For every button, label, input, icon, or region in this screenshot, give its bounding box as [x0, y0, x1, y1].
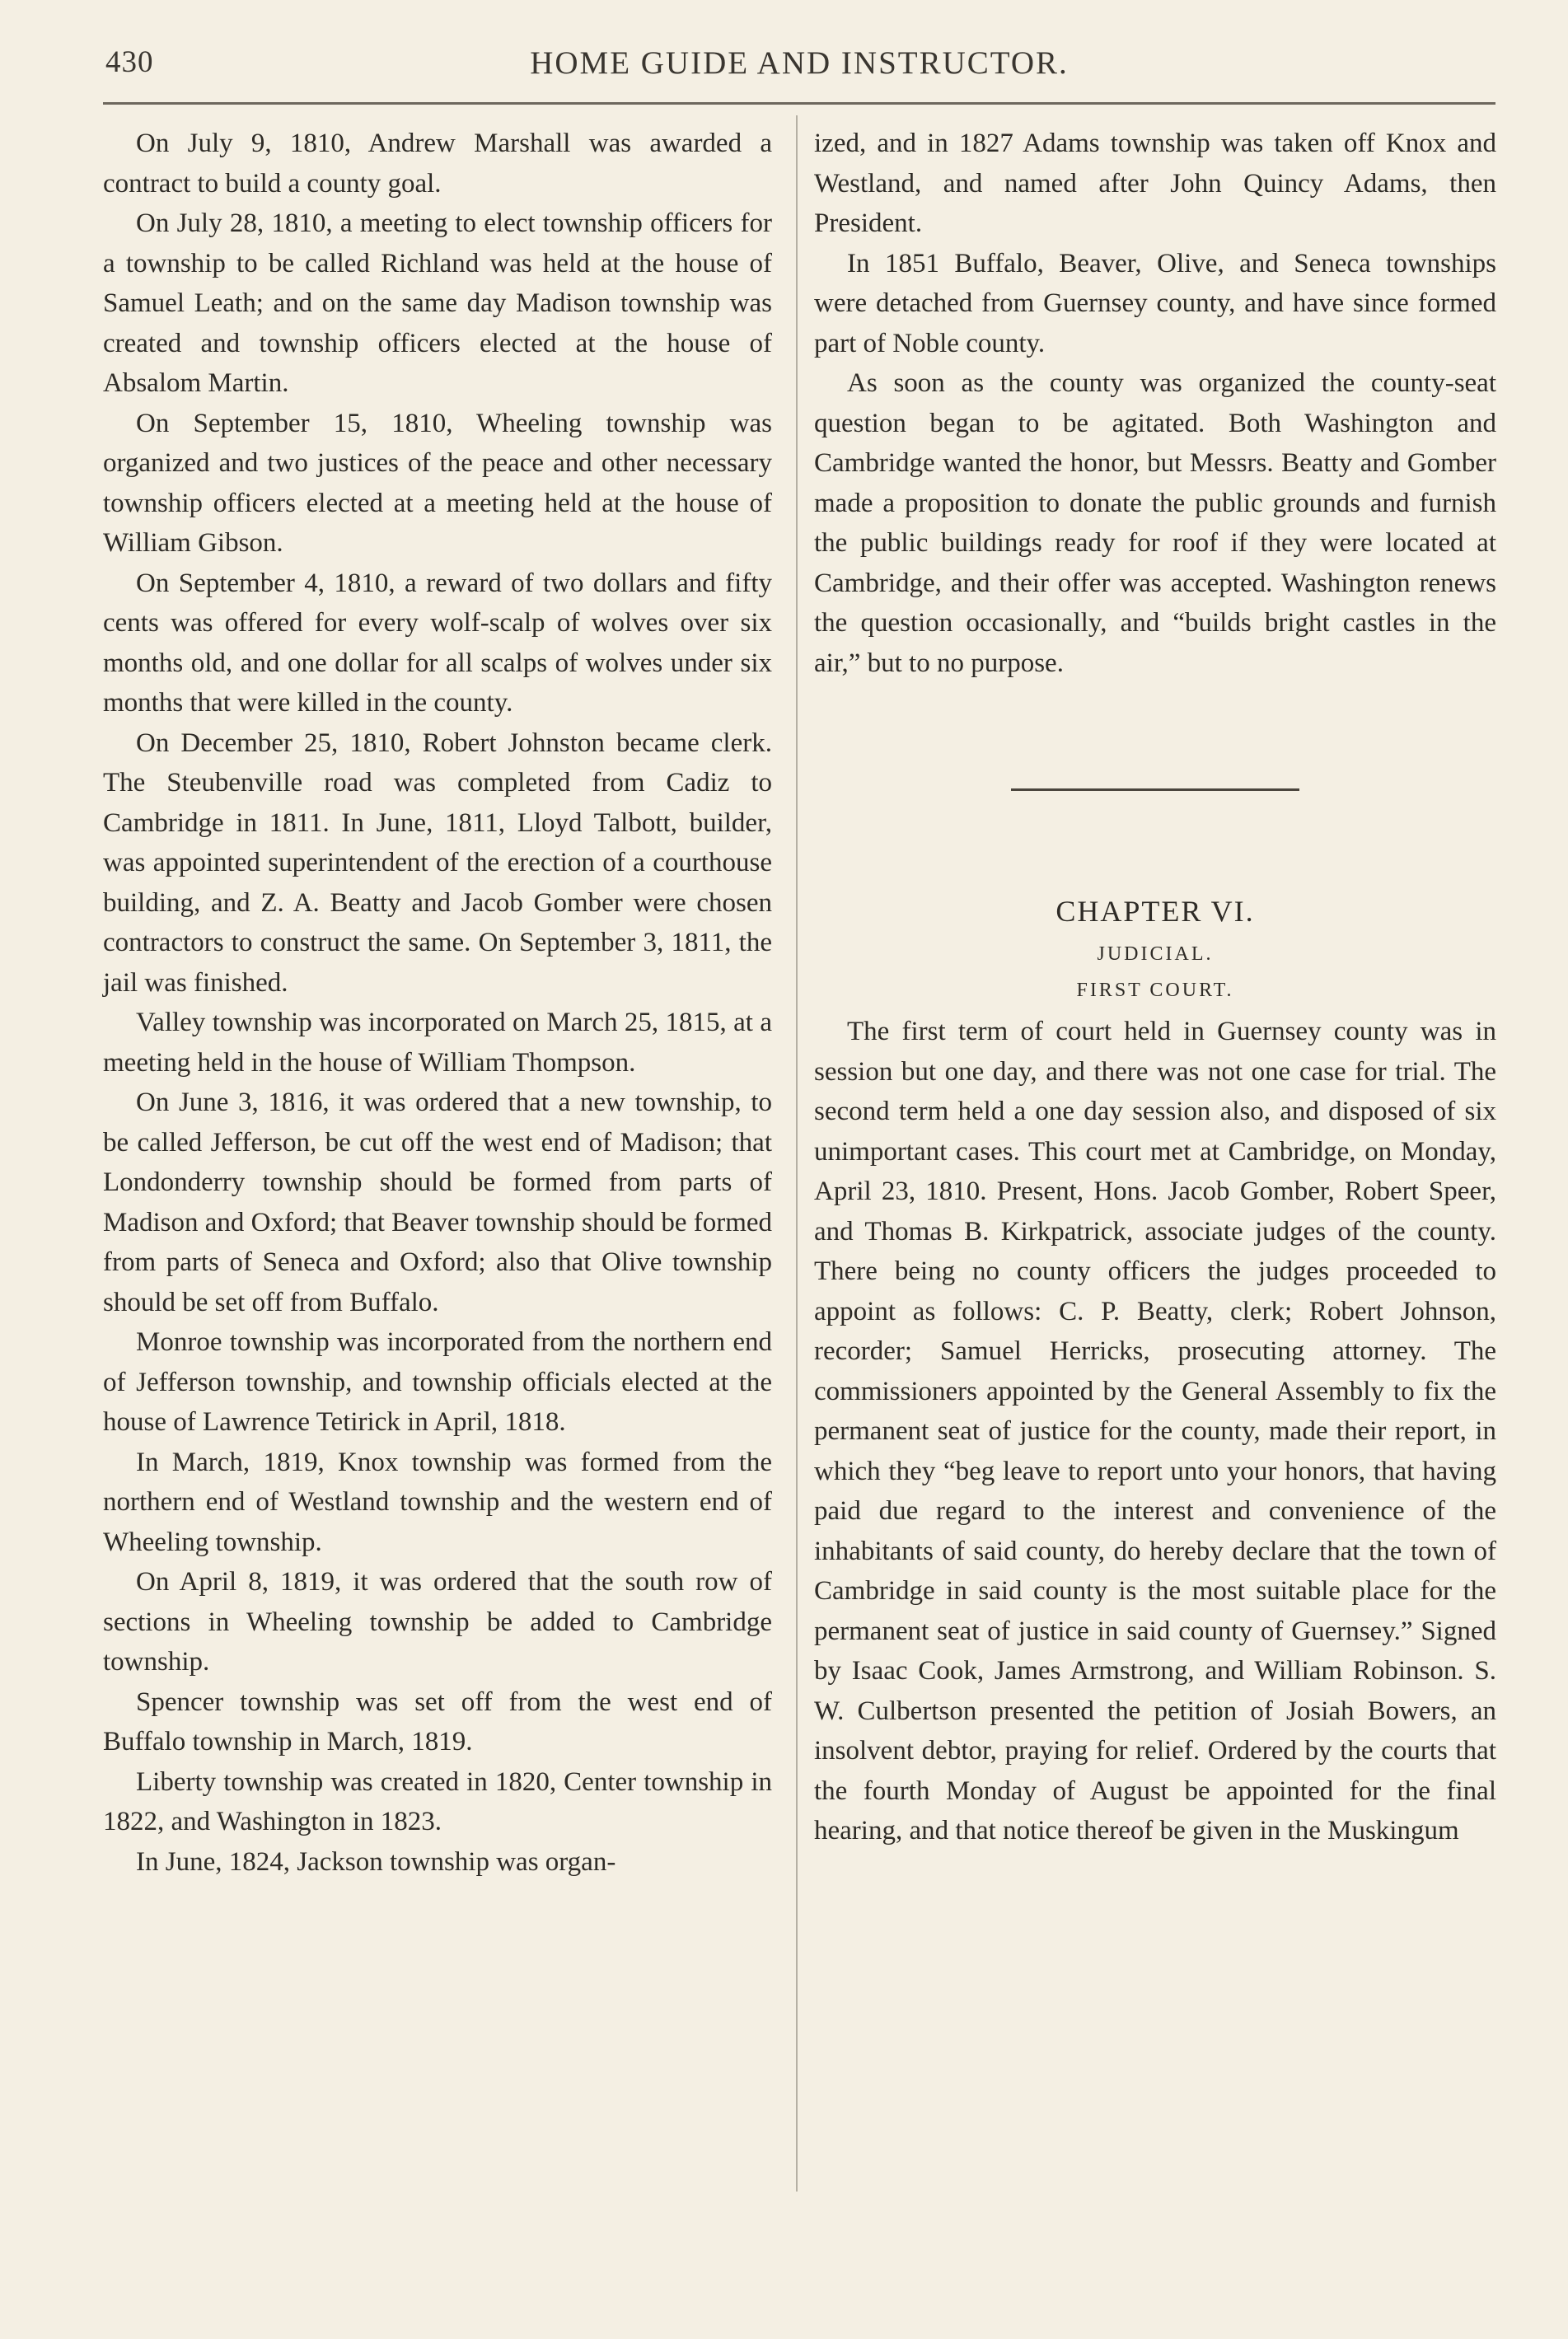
continued-paragraph: ized, and in 1827 Adams township was taken off Knox and Westland, and named after John Quincy Adams, then President.: [814, 129, 1496, 238]
paragraph: In June, 1824, Jackson township was organ-: [136, 1846, 616, 1877]
paragraph: On September 4, 1810, a reward of two dollars and fifty cents was offered for every wolf-scalp of wolves over six months old, and one dollar for all scalps of wolves under six months that were killed in the county.: [103, 568, 772, 718]
paragraph: On July 28, 1810, a meeting to elect township officers for a township to be called Richland was held at the house of Samuel Leath; and on the same day Madison township was created and township officers elected at the house of Absalom Martin.: [103, 208, 772, 398]
column-divider: [796, 115, 798, 2192]
paragraph: Monroe township was incorporated from the northern end of Jefferson township, and township officials elected at the house of Lawrence Tetirick in April, 1818.: [103, 1327, 772, 1437]
running-title: HOME GUIDE AND INSTRUCTOR.: [530, 45, 1069, 81]
section-divider: [1011, 788, 1299, 791]
paragraph: On December 25, 1810, Robert Johnston became clerk. The Steubenville road was completed from Cadiz to Cambridge in 1811. In June, 1811, Lloyd Talbott, builder, was appointed superintendent of the erection of a courthouse building, and Z. A. Beatty and Jacob Gomber were chosen contractors to construct the same. On September 3, 1811, the jail was finished.: [103, 727, 772, 998]
paragraph: Valley township was incorporated on March 25, 1815, at a meeting held in the house of William Thompson.: [103, 1008, 772, 1078]
paragraph: In 1851 Buffalo, Beaver, Olive, and Seneca townships were detached from Guernsey county, and have since formed part of Noble county.: [814, 248, 1496, 358]
header-rule: [103, 102, 1495, 105]
right-column: [814, 124, 1496, 1851]
page-number: 430: [105, 45, 154, 79]
paragraph: As soon as the county was organized the county-seat question began to be agitated. Both Washington and Cambridge wanted the honor, but Messrs. Beatty and Gomber made a proposition to donate the public grounds and furnish the public buildings ready for roof if they were located at Cambridge, and their offer was accepted. Washington renews the question occasionally, and “builds bright castles in the air,” but to no purpose.: [814, 368, 1496, 678]
chapter-subtitle: JUDICIAL.: [1097, 943, 1214, 965]
paragraph: The first term of court held in Guernsey county was in session but one day, and there was not one case for trial. The second term held a one day session also, and disposed of six unimportant cases. This court met at Cambridge, on Monday, April 23, 1810. Present, Hons. Jacob Gomber, Robert Speer, and Thomas B. Kirkpatrick, associate judges of the county. There being no county officers the judges proceeded to appoint as follows: C. P. Beatty, clerk; Robert Johnson, recorder; Samuel Herricks, prosecuting attorney. The commissioners appointed by the General Assembly to fix the permanent seat of justice for the county, made their report, in which they “beg leave to report unto your honors, that having paid due regard to the interest and convenience of the inhabitants of said county, do hereby declare that the town of Cambridge in said county is the most suitable place for the permanent seat of justice in said county of Guernsey.” Signed by Isaac Cook, James Armstrong, and William Robinson. S. W. Culbertson presented the petition of Josiah Bowers, an insolvent debtor, praying for relief. Ordered by the courts that the fourth Monday of August be appointed for the final hearing, and that notice thereof be given in the Muskingum: [814, 1017, 1496, 1845]
chapter-title: CHAPTER VI.: [1055, 895, 1255, 928]
paragraph: On June 3, 1816, it was ordered that a new township, to be called Jefferson, be cut off the west end of Madison; that Londonderry township should be formed from parts of Madison and Oxford; that Beaver township should be formed from parts of Seneca and Oxford; also that Olive township should be set off from Buffalo.: [103, 1088, 773, 1317]
paragraph: On September 15, 1810, Wheeling township was organized and two justices of the peace and other necessary township officers elected at a meeting held at the house of William Gibson.: [103, 408, 772, 558]
paragraph: On July 9, 1810, Andrew Marshall was awarded a contract to build a county goal.: [103, 129, 772, 199]
paragraph: On April 8, 1819, it was ordered that the south row of sections in Wheeling township be added to Cambridge township.: [103, 1567, 772, 1677]
paragraph: Spencer township was set off from the west end of Buffalo township in March, 1819.: [103, 1686, 772, 1757]
paragraph: In March, 1819, Knox township was formed from the northern end of Westland township and the western end of Wheeling township.: [103, 1447, 772, 1557]
left-column: [103, 124, 772, 1882]
chapter-subhead: FIRST COURT.: [1076, 980, 1234, 1001]
page-header: [99, 44, 1500, 86]
paragraph: Liberty township was created in 1820, Center township in 1822, and Washington in 1823.: [103, 1766, 772, 1836]
